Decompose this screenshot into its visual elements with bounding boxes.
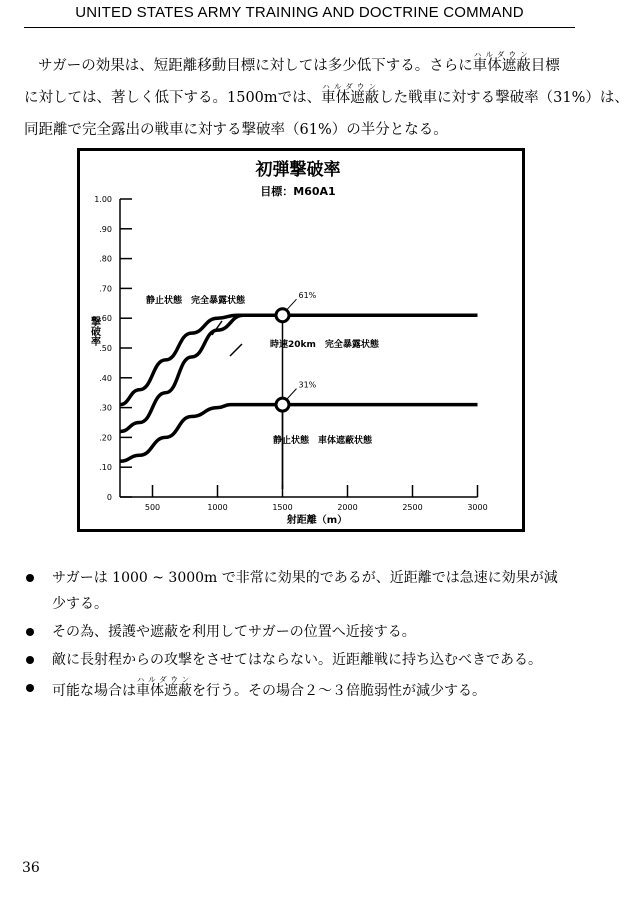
series-label-3: 静止状態 車体遮蔽状態 [273,436,373,446]
series-label-2: 時速20km 完全暴露状態 [270,340,379,350]
x-tick-label: 1000 [207,503,228,512]
page-number: 36 [22,860,40,876]
bullet-item: 可能な場合は車体遮蔽ハルダウンを行う。その場合２～３倍脆弱性が減少する。 [22,675,582,704]
series-line-3 [120,405,478,462]
y-tick-label: 0 [106,493,112,502]
series-line-1 [120,315,478,404]
annotation-label: 31% [298,380,317,390]
ruby-hull-down: 車体遮蔽ハルダウン [472,50,531,74]
y-tick-label: .90 [99,224,112,234]
x-tick-label: 3000 [467,503,488,512]
y-tick-label: .20 [99,433,112,443]
label-arrow [212,321,222,335]
annotation-leader [286,389,297,401]
ruby-hull-down: 車体遮蔽ハルダウン [321,82,380,106]
x-tick-label: 1500 [272,503,293,512]
y-tick-label: 1.00 [94,195,112,204]
y-tick-label: .30 [99,403,112,413]
x-axis-label: 射距離（m） [286,515,348,526]
bullet-item: 敵に長射程からの攻撃をさせてはならない。近距離戦に持ち込むべきである。 [22,647,582,673]
y-tick-label: .70 [99,284,112,294]
y-tick-label: .60 [99,314,112,324]
intro-line-2: に対しては、著しく低下する。1500mでは、車体遮蔽ハルダウンした戦車に対する撃破率（31%）は、 [24,82,629,106]
series-label-1: 静止状態 完全暴露状態 [146,296,246,306]
x-tick-label: 2500 [402,503,423,512]
ruby-hull-down: 車体遮蔽ハルダウン [136,675,192,699]
intro-paragraph [24,50,629,146]
bullet-item: サガーは 1000 ~ 3000m で非常に効果的であるが、近距離では急速に効果が減 少する。 [22,565,582,617]
series-labels [146,291,380,489]
bullet-list [22,565,582,706]
y-axis-label: 撃破率 [88,316,100,346]
y-tick-label: .50 [99,344,112,353]
bullet-dot [26,574,34,582]
series-line-2 [120,315,478,431]
y-tick-label: .10 [99,463,112,473]
chart-title: 初弾撃破率 [255,160,341,180]
point-marker [276,398,289,411]
intro-line-1: サガーの効果は、短距離移動目標に対しては多少低下する。さらに車体遮蔽ハルダウン目標 [38,50,560,74]
axes [94,195,487,512]
y-tick-label: .40 [99,373,112,383]
bullet-dot [26,684,34,692]
kill-probability-chart [77,148,525,532]
label-arrow [230,344,242,356]
x-tick-label: 2000 [337,503,358,512]
y-tick-label: .80 [99,254,112,264]
bullet-dot [26,628,34,636]
header-rule [24,27,575,28]
annotation-leader [286,299,297,311]
annotation-label: 61% [298,291,317,301]
bullet-item: その為、援護や遮蔽を利用してサガーの位置へ近接する。 [22,619,582,645]
intro-line-3: 同距離で完全露出の戦車に対する撃破率（61%）の半分となる。 [24,122,448,138]
bullet-dot [26,656,34,664]
chart-svg [80,151,522,529]
page-header: UNITED STATES ARMY TRAINING AND DOCTRINE COMMAND [75,4,524,21]
x-tick-label: 500 [144,503,161,512]
chart-subtitle: 目標：M60A1 [260,185,336,198]
point-marker [276,309,289,322]
